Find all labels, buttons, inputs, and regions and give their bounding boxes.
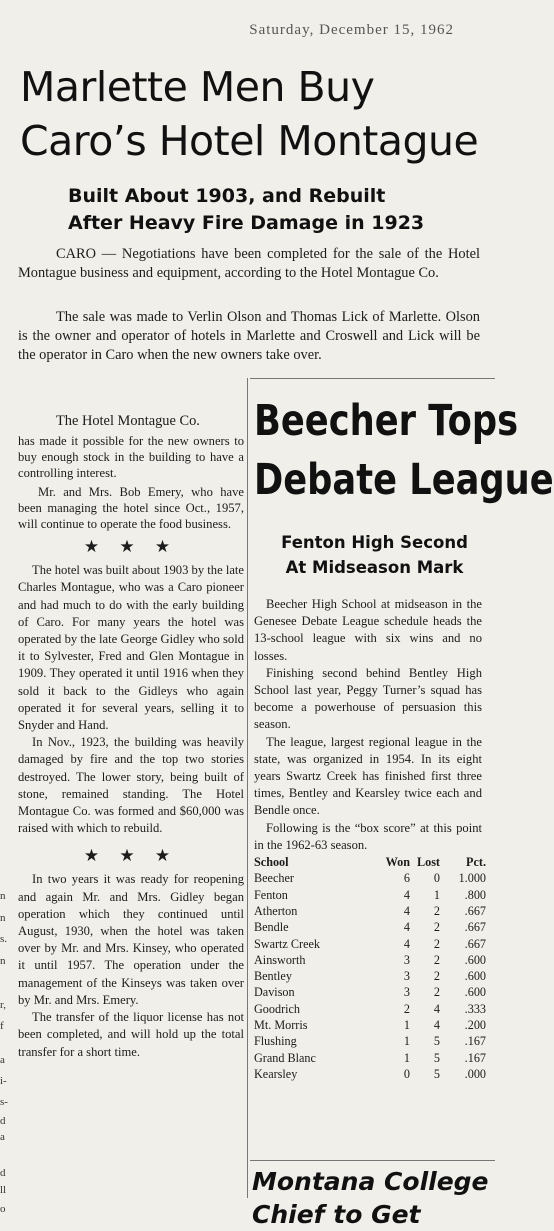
edge-fragment: a (0, 1131, 5, 1143)
cell-school: Mt. Morris (254, 1018, 308, 1033)
cell-school: Flushing (254, 1034, 297, 1049)
column-header-school: School (254, 855, 289, 870)
story1-body-paragraph: In Nov., 1923, the building was heavily damaged by fire and the top two stories destroyed. The lower story, being built of stone, remained standing. The Hotel Montague Co. was formed and $60,000 was raised with which to rebuild. (18, 735, 244, 836)
cell-lost: 1 (433, 887, 440, 902)
cell-won: 1 (403, 1034, 410, 1049)
story1-body-paragraph: In two years it was ready for reopening and again Mr. and Mrs. Gidley began operation which they continued until August, 1930, when the hotel was taken over by Mr. and Mrs. Kinsey, who operated it until 1957. The operation under the management of the Kinseys was taken over by Mr. and Mrs. Emery. (18, 872, 244, 1007)
story2-body-paragraph: The league, largest regional league in the state, was organized in 1954. In its eight years Swartz Creek has finished first three times, Bentley and Kearsley twice each and Bendle once. (254, 734, 482, 818)
story3-headline (252, 1165, 492, 1231)
cell-won: 4 (403, 920, 410, 935)
story1-headline-line2: Caro’s Hotel Montague (20, 117, 479, 165)
cell-won: 2 (403, 1001, 410, 1016)
cell-pct: 1.000 (458, 871, 486, 886)
cell-school: Fenton (254, 887, 288, 902)
story1-body-paragraph: The hotel was built about 1903 by the late Charles Montague, who was a Caro pioneer and had much to do with the early building of Caro. For many years the hotel was operated by the late George Gidley who sold it to Sylvester, Fred and Glen Montague in 1909. They operated it until 1916 when they sold it back to the Gidleys who again operated it for several years, selling it to Snyder and Hand. (18, 563, 244, 733)
cell-pct: .167 (464, 1034, 486, 1049)
cell-pct: .167 (464, 1050, 486, 1065)
cell-pct: .667 (464, 903, 486, 918)
cell-won: 4 (403, 887, 410, 902)
cell-school: Beecher (254, 871, 294, 886)
story-divider (250, 1160, 495, 1161)
story1-headline (20, 60, 490, 168)
cell-pct: .600 (464, 969, 486, 984)
story1-column (18, 394, 244, 1061)
story1-paragraph-3-lead: The Hotel Montague Co. (56, 413, 200, 429)
story2-headline-line2: Debate League (254, 455, 554, 505)
cell-school: Swartz Creek (254, 936, 320, 951)
table-row (254, 1050, 486, 1066)
story2-column (254, 596, 486, 1082)
cell-won: 6 (403, 871, 410, 886)
cell-lost: 5 (433, 1034, 440, 1049)
cell-pct: .667 (464, 936, 486, 951)
column-rule (247, 378, 248, 1198)
story2-body-paragraph: Finishing second behind Bentley High School last year, Peggy Turner’s squad has become a powerhouse of persuasion this season. (254, 665, 482, 732)
cell-won: 1 (403, 1050, 410, 1065)
section-break-stars: ★ ★ ★ (83, 537, 179, 557)
cell-lost: 0 (433, 871, 440, 886)
cell-lost: 2 (433, 903, 440, 918)
debate-standings-table (254, 854, 486, 1082)
table-row (254, 887, 486, 903)
cell-lost: 2 (433, 985, 440, 1000)
edge-fragment: f (0, 1020, 4, 1032)
cell-school: Davison (254, 985, 295, 1000)
table-header-row (254, 854, 486, 870)
table-row (254, 936, 486, 952)
cell-school: Ainsworth (254, 952, 306, 967)
cell-pct: .667 (464, 920, 486, 935)
cell-pct: .333 (464, 1001, 486, 1016)
table-row (254, 968, 486, 984)
story1-paragraph-4: Mr. and Mrs. Bob Emery, who have been managing the hotel since Oct., 1957, will continue to operate the food business. (18, 484, 244, 532)
cell-lost: 2 (433, 969, 440, 984)
story2-body-paragraph: Following is the “box score” at this point in the 1962-63 season. (254, 820, 482, 852)
story-divider (250, 378, 495, 379)
table-row (254, 1017, 486, 1033)
cell-won: 1 (403, 1018, 410, 1033)
cell-pct: .200 (464, 1018, 486, 1033)
edge-fragment: a (0, 1054, 5, 1066)
cell-school: Bendle (254, 920, 289, 935)
cell-school: Grand Blanc (254, 1050, 316, 1065)
cell-won: 0 (403, 1066, 410, 1081)
cell-won: 3 (403, 985, 410, 1000)
cell-won: 3 (403, 952, 410, 967)
cell-school: Goodrich (254, 1001, 301, 1016)
story1-paragraph-3: has made it possible for the new owners to buy enough stock in the building to have a controlling interest. (18, 434, 244, 481)
cell-lost: 4 (433, 1018, 440, 1033)
table-row (254, 903, 486, 919)
cell-school: Kearsley (254, 1066, 298, 1081)
story2-headline (254, 392, 554, 510)
cell-pct: .600 (464, 952, 486, 967)
story1-second-paragraph: The sale was made to Verlin Olson and Thomas Lick of Marlette. Olson is the owner and operator of hotels in Marlette and Croswell and Lick will be the operator in Caro when the new owners take over. (18, 309, 480, 363)
table-row (254, 919, 486, 935)
cell-won: 4 (403, 903, 410, 918)
cell-school: Atherton (254, 903, 298, 918)
edge-fragment: n (0, 955, 6, 967)
column-header-pct: Pct. (466, 855, 486, 870)
story1-subhead (68, 183, 468, 237)
edge-fragment: d (0, 1167, 6, 1179)
story1-subhead-line1: Built About 1903, and Rebuilt (68, 185, 386, 207)
table-row (254, 984, 486, 1000)
column-header-won: Won (385, 855, 410, 870)
section-break-stars: ★ ★ ★ (83, 846, 179, 866)
table-row (254, 870, 486, 886)
column-header-lost: Lost (416, 855, 440, 870)
story1-subhead-line2: After Heavy Fire Damage in 1923 (68, 212, 425, 234)
story2-headline-line1: Beecher Tops (254, 396, 519, 446)
edge-fragment: o (0, 1203, 6, 1215)
cell-pct: .600 (464, 985, 486, 1000)
story1-headline-line1: Marlette Men Buy (20, 63, 375, 111)
story2-subhead-line1: Fenton High Second (281, 533, 468, 552)
table-row (254, 952, 486, 968)
edge-fragment: n (0, 912, 6, 924)
cell-school: Bentley (254, 969, 292, 984)
story2-subhead (262, 530, 487, 580)
edge-fragment: s. (0, 933, 8, 945)
edge-fragment: s- (0, 1096, 8, 1108)
standings-body (254, 870, 486, 1082)
cell-won: 3 (403, 969, 410, 984)
cell-pct: .000 (464, 1066, 486, 1081)
story1-lead-paragraph: CARO — Negotiations have been completed for the sale of the Hotel Montague business and equipment, according to the Hotel Montague Co. (18, 246, 480, 281)
story3-headline-line1: Montana College (252, 1167, 489, 1196)
cell-lost: 4 (433, 1001, 440, 1016)
cell-lost: 2 (433, 920, 440, 935)
cell-lost: 5 (433, 1066, 440, 1081)
edge-fragment: n (0, 890, 6, 902)
table-row (254, 1033, 486, 1049)
story1-body-paragraph: The transfer of the liquor license has not been completed, and will hold up the total transfer for a short time. (18, 1010, 244, 1059)
story2-subhead-line2: At Midseason Mark (285, 558, 464, 577)
cell-pct: .800 (464, 887, 486, 902)
cell-lost: 2 (433, 952, 440, 967)
table-row (254, 1066, 486, 1082)
edge-fragment: ll (0, 1184, 7, 1196)
cell-lost: 5 (433, 1050, 440, 1065)
dateline: Saturday, December 15, 1962 (249, 22, 454, 38)
cell-won: 4 (403, 936, 410, 951)
cell-lost: 2 (433, 936, 440, 951)
story3-headline-line2: Chief to Get (252, 1200, 421, 1229)
edge-fragment: r, (0, 999, 6, 1011)
story2-body-paragraph: Beecher High School at midseason in the Genesee Debate League schedule heads the 13-school league with six wins and no losses. (254, 597, 482, 663)
edge-fragment: i- (0, 1075, 7, 1087)
table-row (254, 1001, 486, 1017)
edge-fragment: d (0, 1115, 6, 1127)
